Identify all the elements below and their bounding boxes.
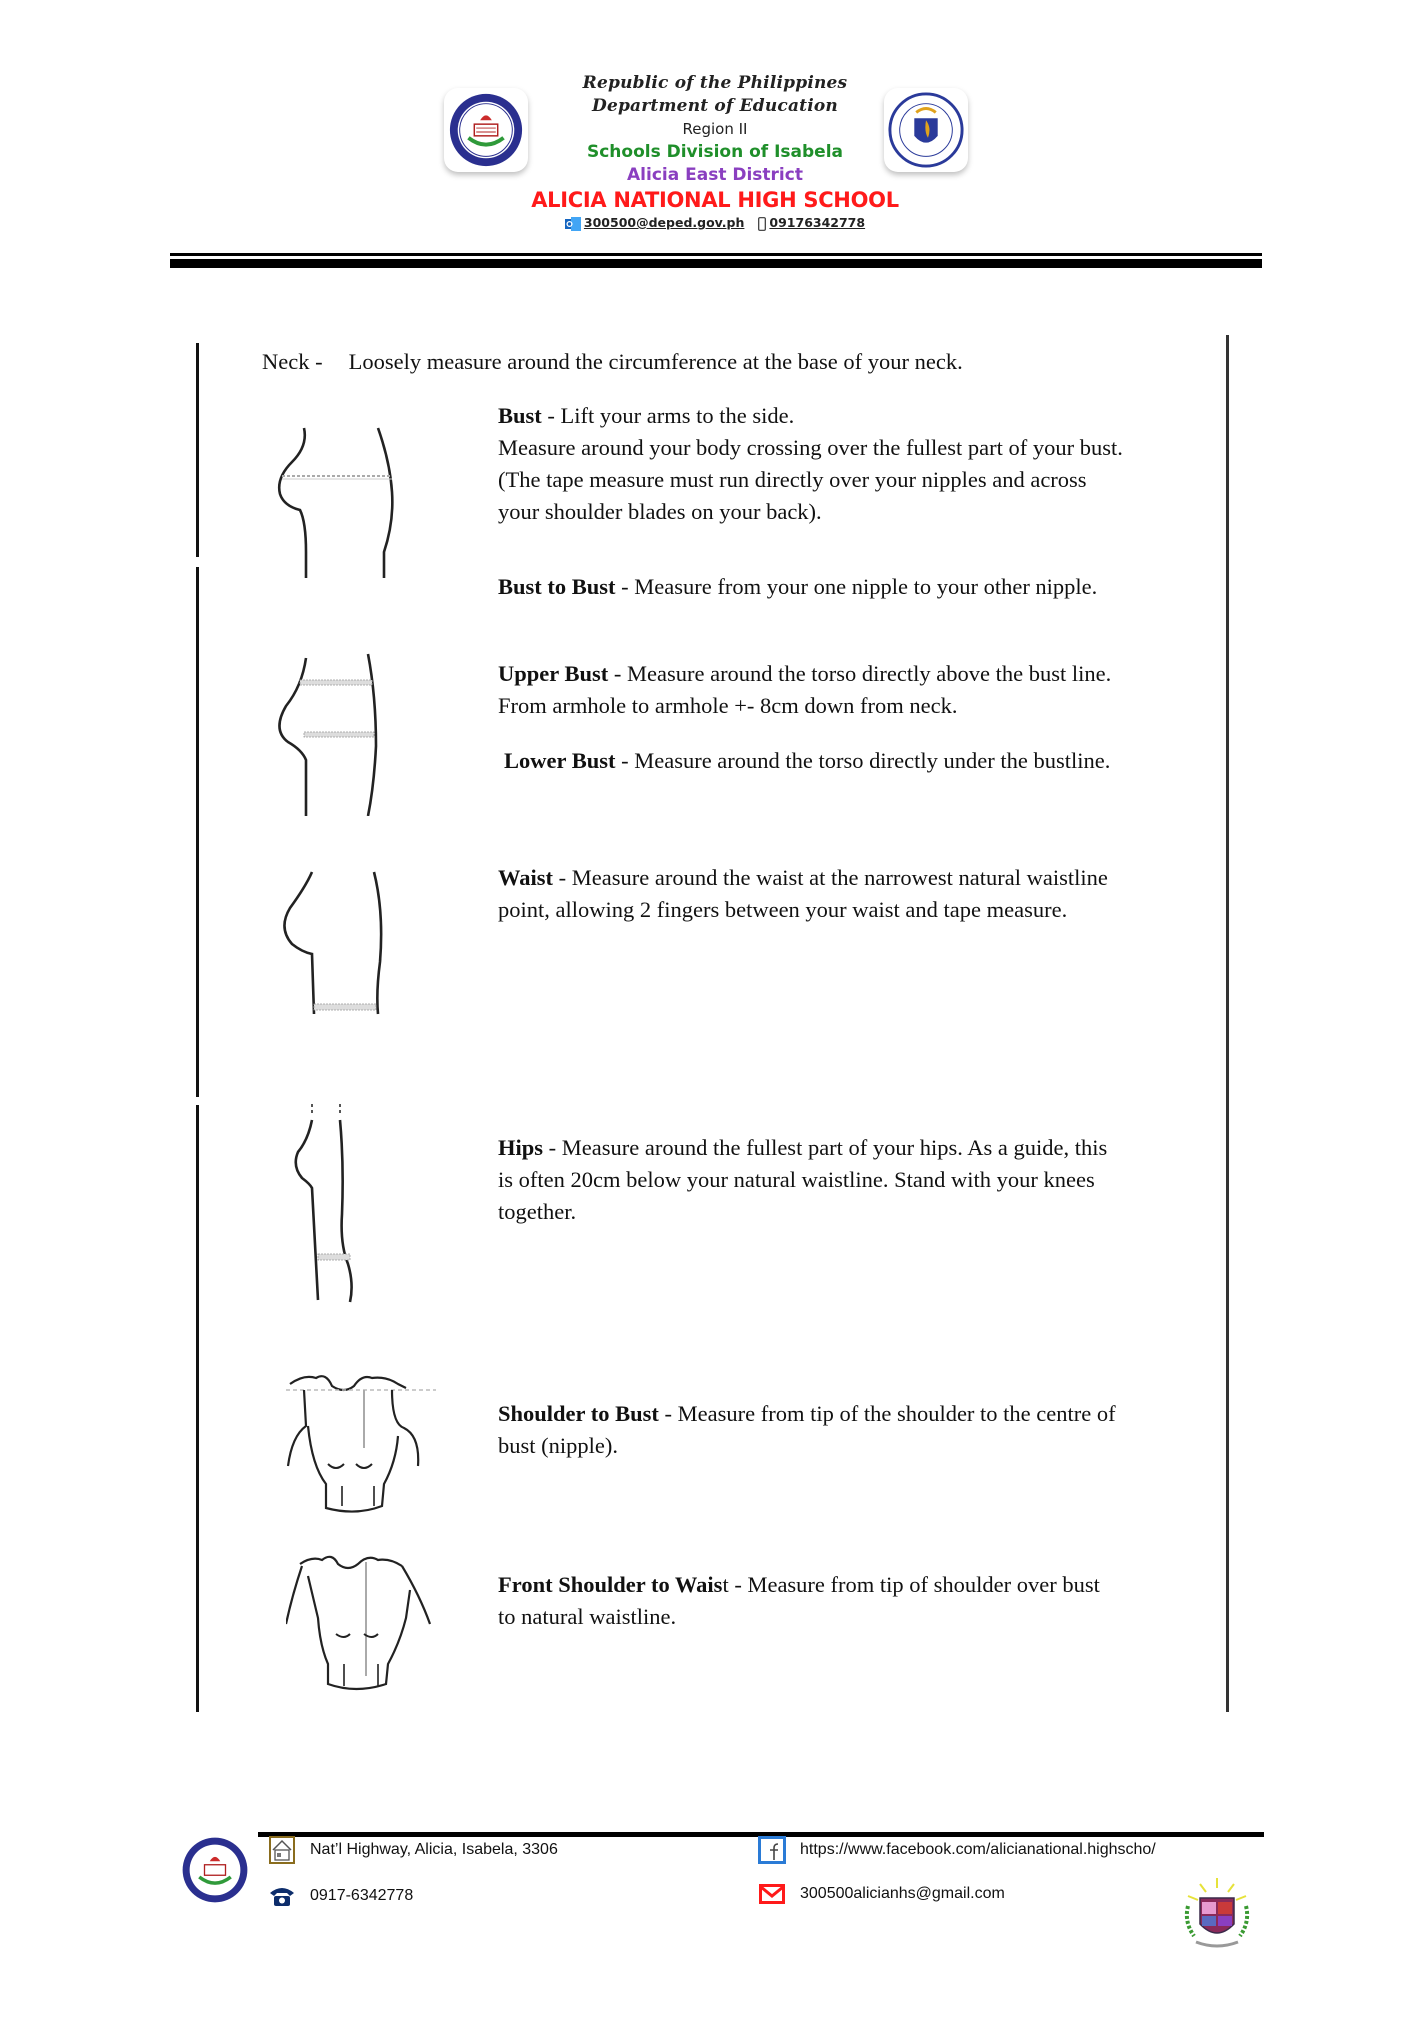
republic-line: Republic of the Philippines [582,73,848,93]
telephone-icon [268,1882,296,1910]
shoulder-to-bust-term: Shoulder to Bust [498,1401,659,1426]
bust-to-bust-desc: - Measure from your one nipple to your other nipple. [615,574,1098,599]
upper-bust-desc: - Measure around the torso directly above the bust line. [608,661,1112,686]
side-profile-hips-icon [262,1104,402,1314]
upper-bust-desc-line: From armhole to armhole +- 8cm down from neck. [498,693,958,718]
letterhead-divider-thin [170,253,1262,256]
hips-term: Hips [498,1135,544,1160]
upper-lower-bust-figure [262,646,402,816]
shoulder-to-bust-desc: - Measure from tip of the shoulder to the centre of [658,1401,1116,1426]
school-name: ALICIA NATIONAL HIGH SCHOOL [531,188,899,212]
letterhead-contact [520,215,910,231]
footer-facebook-link[interactable]: https://www.facebook.com/alicianational.highscho/ [800,1841,1156,1858]
front-shoulder-to-waist-term-tail: t [722,1572,729,1597]
letterhead-email-link[interactable]: 300500@deped.gov.ph [583,215,745,230]
school-seal-logo [444,88,528,172]
division-line: Schools Division of Isabela [586,142,844,162]
front-shoulder-to-waist-desc-line: to natural waistline. [498,1604,677,1629]
lower-bust-term: Lower Bust [504,748,616,773]
upper-bust-term: Upper Bust [498,661,609,686]
hips-desc-line: together. [498,1199,577,1224]
waist-instruction [498,862,1233,926]
district-badge-logo [1178,1876,1256,1952]
hips-figure [262,1104,402,1314]
mobile-phone-icon [758,217,766,231]
deped-seal-icon [887,91,965,169]
side-profile-bust-icon [262,422,402,578]
bust-desc-line: Measure around your body crossing over the fullest part of your bust. [498,435,1123,460]
front-shoulder-to-waist-desc: - Measure from tip of shoulder over bust [728,1572,1100,1597]
footer-address-text: Nat’l Highway, Alicia, Isabela, 3306 [310,1841,558,1858]
department-line: Department of Education [592,96,838,116]
mail-icon [758,1880,786,1908]
front-torso-shoulder-waist-icon [286,1546,436,1696]
side-profile-upper-lower-bust-icon [262,646,402,816]
left-border-segment [196,567,199,1097]
hips-desc-line: is often 20cm below your natural waistline. Stand with your knees [498,1167,1095,1192]
left-border-segment [196,343,199,557]
footer-facebook[interactable] [758,1836,1156,1864]
front-shoulder-to-waist-instruction [498,1569,1233,1633]
bust-instruction [498,400,1233,528]
front-shoulder-to-waist-figure [286,1546,436,1696]
district-line: Alicia East District [627,165,803,185]
footer-phone [268,1882,413,1910]
letterhead-divider-thick [170,259,1262,268]
waist-desc: - Measure around the waist at the narrowest natural waistline [553,865,1108,890]
bust-desc-line: (The tape measure must run directly over your nipples and across [498,467,1087,492]
neck-instruction [262,349,963,375]
outlook-mail-icon [565,217,581,231]
bust-figure [262,422,402,578]
footer-email[interactable] [758,1880,1005,1908]
lower-bust-desc: - Measure around the torso directly under the bustline. [615,748,1111,773]
neck-label: Neck - [262,349,323,374]
bust-desc: - Lift your arms to the side. [541,403,795,428]
bust-to-bust-term: Bust to Bust [498,574,616,599]
right-border [1226,335,1229,1712]
alicia-nhs-seal-icon [447,91,525,169]
bust-term: Bust [498,403,542,428]
neck-text: Loosely measure around the circumference at the base of your neck. [348,349,963,374]
region-line: Region II [682,120,748,138]
left-border-segment [196,1105,199,1712]
letterhead [520,72,910,231]
footer-school-seal [180,1835,250,1905]
alicia-nhs-seal-icon [180,1835,250,1905]
shoulder-to-bust-desc-line: bust (nipple). [498,1433,618,1458]
letterhead-phone: 09176342778 [769,215,866,230]
hips-instruction [498,1132,1233,1228]
front-shoulder-to-waist-term: Front Shoulder to Wais [498,1572,723,1597]
footer-phone-text: 0917-6342778 [310,1887,414,1904]
bust-to-bust-instruction [498,571,1233,603]
shoulder-to-bust-instruction [498,1398,1233,1462]
upper-bust-instruction [498,658,1233,722]
waist-desc-line: point, allowing 2 fingers between your waist and tape measure. [498,897,1068,922]
deped-seal-logo [884,88,968,172]
waist-figure [262,852,402,1022]
side-profile-waist-icon [262,852,402,1022]
front-torso-shoulder-bust-icon [286,1366,436,1516]
lower-bust-instruction [504,745,1239,777]
waist-term: Waist [498,865,554,890]
alicia-east-district-badge-icon [1178,1876,1256,1952]
footer-email-link[interactable]: 300500alicianhs@gmail.com [800,1885,1005,1902]
facebook-icon [758,1836,786,1864]
shoulder-to-bust-figure [286,1366,436,1516]
bust-desc-line: your shoulder blades on your back). [498,499,822,524]
footer-address [268,1836,558,1864]
hips-desc: - Measure around the fullest part of your hips. As a guide, this [543,1135,1108,1160]
house-icon [268,1836,296,1864]
